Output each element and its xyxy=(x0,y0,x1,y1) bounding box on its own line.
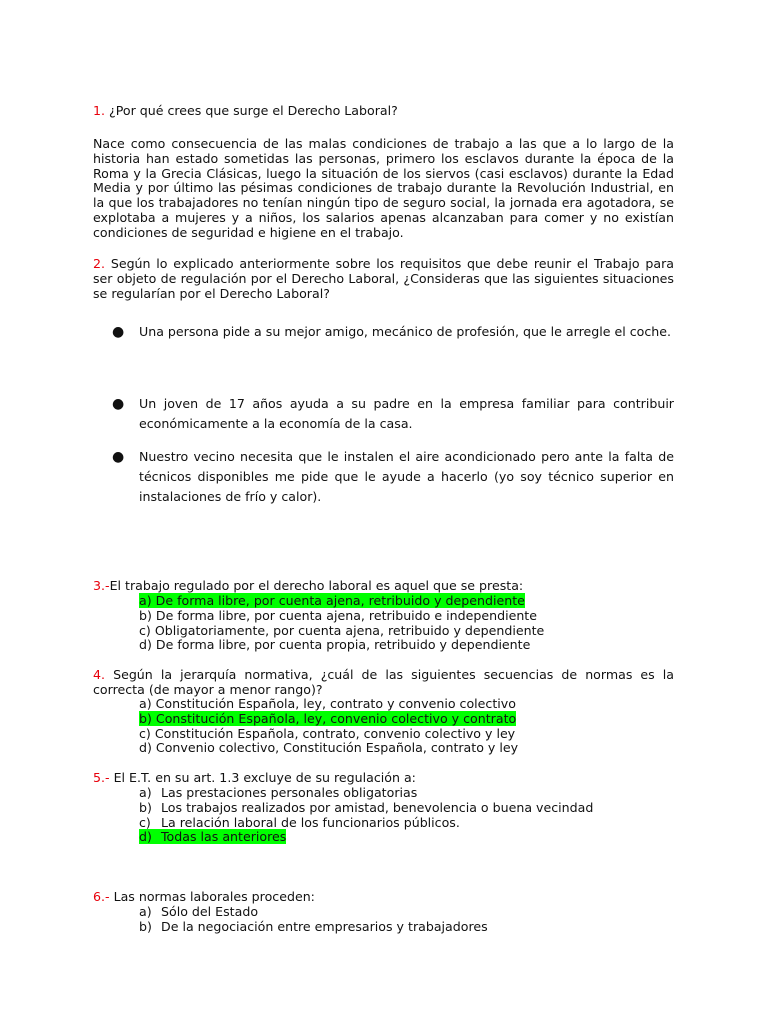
option-a xyxy=(139,594,544,609)
question-number: 5.- xyxy=(93,770,110,785)
answer-1 xyxy=(93,137,674,241)
bullet-item xyxy=(112,394,674,434)
bullet-text: Una persona pide a su mejor amigo, mecánico de profesión, que le arregle el coche. xyxy=(139,324,672,339)
question-6 xyxy=(93,890,674,905)
bullet-text: Nuestro vecino necesita que le instalen el aire acondicionado pero ante la falta de técnicos disponibles me pide que le ayude a hacerlo (yo soy técnico superior en instalaciones de frío y calor). xyxy=(139,449,674,504)
options-5 xyxy=(139,786,593,845)
option-text-highlighted: b) Constitución Española, ley, convenio colectivo y contrato xyxy=(139,710,517,726)
question-3 xyxy=(93,579,674,594)
option-text: Sólo del Estado xyxy=(161,904,259,919)
option-c xyxy=(139,816,593,831)
bullet-item xyxy=(112,447,674,507)
question-5 xyxy=(93,771,674,786)
question-text: ¿Por qué crees que surge el Derecho Laboral? xyxy=(105,103,398,118)
option-letter: c) xyxy=(139,814,151,830)
option-b xyxy=(139,712,518,727)
option-b xyxy=(139,920,488,935)
option-letter: b) xyxy=(139,799,152,815)
options-3 xyxy=(139,594,544,653)
question-4 xyxy=(93,668,674,698)
question-text: Según lo explicado anteriormente sobre los requisitos que debe reunir el Trabajo para ser objeto de regulación por el Derecho Laboral, ¿Consideras que las siguientes situaciones se regularían por el Derecho Laboral? xyxy=(93,256,674,301)
bullet-icon: ● xyxy=(112,324,125,340)
option-d: d) Convenio colectivo, Constitución Española, contrato y ley xyxy=(139,740,519,756)
question-text: El E.T. en su art. 1.3 excluye de su regulación a: xyxy=(109,770,416,785)
option-text: De la negociación entre empresarios y trabajadores xyxy=(161,918,488,934)
option-highlighted xyxy=(139,829,286,844)
question-number: 1. xyxy=(93,103,106,118)
option-b: b) De forma libre, por cuenta ajena, retribuido e independiente xyxy=(139,607,537,623)
option-b xyxy=(139,801,593,816)
answer-text: Nace como consecuencia de las malas condiciones de trabajo a las que a lo largo de la historia han estado sometidas las personas, primero los esclavos durante la época de la Roma y la Grecia Clásicas, luego la situación de los siervos (casi esclavos) durante la Edad Media y por último las pésimas condiciones de trabajo durante la Revolución Industrial, en la que los trabajadores no tenían ningún tipo de seguro social, la jornada era agotadora, se explotaba a mujeres y a niños, los salarios apenas alcanzaban para comer y no existían condiciones de seguridad e higiene en el trabajo. xyxy=(93,136,674,240)
question-text: El trabajo regulado por el derecho laboral es aquel que se presta: xyxy=(109,578,524,593)
question-text: Las normas laborales proceden: xyxy=(109,889,315,904)
options-6 xyxy=(139,905,488,935)
option-text: Los trabajos realizados por amistad, benevolencia o buena vecindad xyxy=(161,799,594,815)
option-letter: a) xyxy=(139,904,152,919)
option-d xyxy=(139,830,593,845)
option-a xyxy=(139,905,488,920)
bullet-icon: ● xyxy=(112,396,125,412)
question-2 xyxy=(93,257,674,301)
option-c: c) Constitución Española, contrato, convenio colectivo y ley xyxy=(139,725,516,741)
option-letter: d) xyxy=(139,829,152,845)
option-text: Todas las anteriores xyxy=(161,829,287,845)
option-c: c) Obligatoriamente, por cuenta ajena, retribuido y dependiente xyxy=(139,622,545,638)
question-number: 2. xyxy=(93,256,106,271)
option-d: d) De forma libre, por cuenta propia, retribuido y dependiente xyxy=(139,637,531,653)
option-text: Las prestaciones personales obligatorias xyxy=(161,785,418,800)
question-number: 6.- xyxy=(93,889,110,904)
question-1 xyxy=(93,104,674,119)
option-text: La relación laboral de los funcionarios públicos. xyxy=(161,814,460,830)
options-4 xyxy=(139,697,518,756)
bullet-item xyxy=(112,322,674,342)
option-letter: a) xyxy=(139,785,152,800)
option-text-highlighted: a) De forma libre, por cuenta ajena, retribuido y dependiente xyxy=(139,593,525,608)
question-number: 3.- xyxy=(93,578,110,593)
bullet-icon: ● xyxy=(112,449,125,465)
question-number: 4. xyxy=(93,667,106,682)
option-letter: b) xyxy=(139,918,152,934)
option-a: a) Constitución Española, ley, contrato y convenio colectivo xyxy=(139,696,516,711)
bullet-text: Un joven de 17 años ayuda a su padre en la empresa familiar para contribuir económicamente a la economía de la casa. xyxy=(139,396,674,431)
option-a xyxy=(139,786,593,801)
question-text: Según la jerarquía normativa, ¿cuál de las siguientes secuencias de normas es la correcta (de mayor a menor rango)? xyxy=(93,667,674,697)
